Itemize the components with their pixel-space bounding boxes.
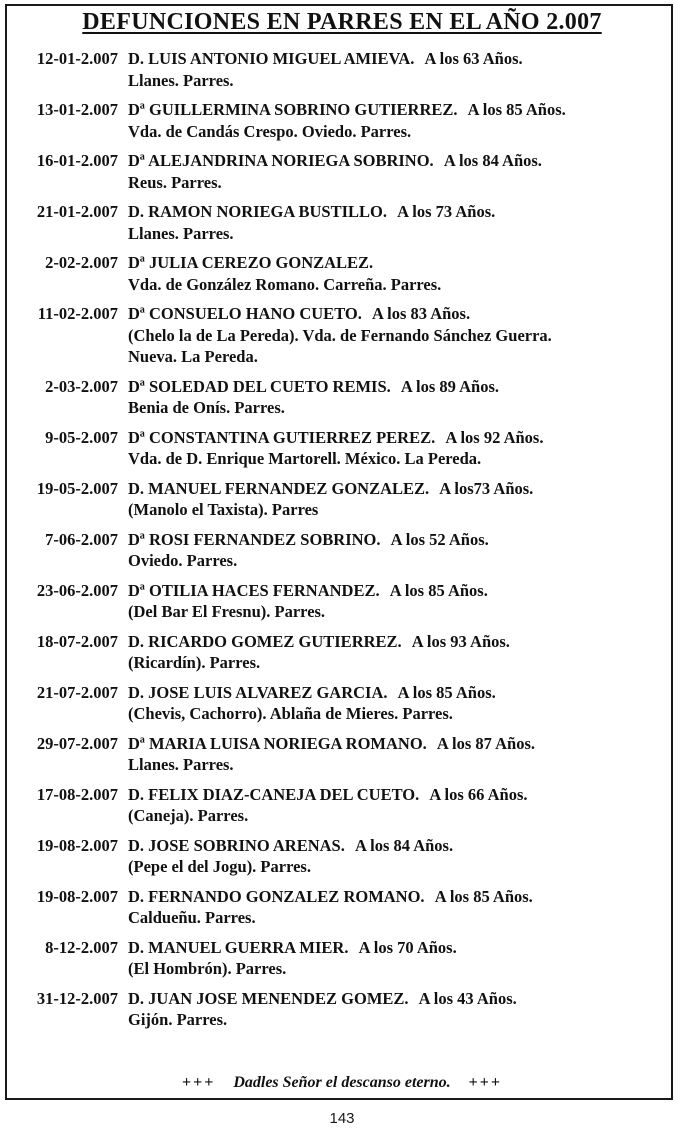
entry-title-prefix: Dª	[128, 580, 145, 600]
obituary-entry	[0, 886, 684, 929]
obituary-entry	[0, 988, 684, 1031]
entry-title-prefix: Dª	[128, 253, 145, 272]
entry-text	[128, 150, 684, 193]
entry-age: A los 85 Años.	[467, 100, 566, 119]
entry-detail-line: Oviedo. Parres.	[128, 551, 238, 570]
entry-text	[128, 937, 684, 980]
entry-age: A los 66 Años.	[429, 784, 528, 804]
entry-title-prefix: Dª	[128, 529, 145, 549]
entry-name: MANUEL GUERRA MIER.	[148, 937, 349, 957]
entry-date: 19-08-2.007	[36, 886, 118, 906]
entry-age: A los 85 Años.	[389, 580, 488, 600]
entry-age: A los 52 Años.	[390, 529, 489, 549]
entry-age: A los 83 Años.	[371, 304, 471, 323]
entry-detail-line: Gijón. Parres.	[128, 1010, 228, 1029]
entry-name-line	[128, 988, 684, 1010]
entry-age: A los 84 Años.	[443, 151, 542, 170]
entry-name-line	[128, 303, 684, 325]
entry-name: RICARDO GOMEZ GUTIERREZ.	[148, 631, 402, 651]
obituary-entry	[0, 631, 684, 674]
entry-detail-line: Vda. de Candás Crespo. Oviedo. Parres.	[128, 121, 412, 141]
footer-prayer-line	[0, 1074, 684, 1092]
entry-date: 2-03-2.007	[45, 376, 118, 396]
entry-text	[128, 886, 684, 929]
entry-date: 19-08-2.007	[36, 835, 118, 855]
entry-detail-line: Vda. de González Romano. Carreña. Parres.	[128, 274, 442, 294]
entry-name: ROSI FERNANDEZ SOBRINO.	[149, 529, 381, 549]
obituary-entry	[0, 303, 684, 368]
entry-name: CONSUELO HANO CUETO.	[149, 304, 362, 323]
obituary-entry	[0, 478, 684, 521]
entry-name-line	[128, 733, 684, 755]
entry-title-prefix: D.	[128, 937, 145, 957]
obituary-entry	[0, 150, 684, 193]
obituary-entry	[0, 733, 684, 776]
entry-age: A los 85 Años.	[434, 886, 533, 906]
entry-age: A los 85 Años.	[397, 682, 496, 702]
entry-title-prefix: D.	[128, 631, 145, 651]
entry-name-line	[128, 48, 684, 70]
obituary-entry	[0, 252, 684, 295]
entry-detail-line: (Chevis, Cachorro). Ablaña de Mieres. Parres.	[128, 704, 453, 723]
entry-age: A los 63 Años.	[424, 49, 523, 68]
entry-detail-line: Llanes. Parres.	[128, 223, 234, 243]
entry-title-prefix: D.	[128, 49, 145, 68]
entry-date: 12-01-2.007	[36, 49, 118, 68]
entry-date: 8-12-2.007	[45, 937, 118, 957]
entry-title-prefix: Dª	[128, 304, 145, 323]
entry-name: ALEJANDRINA NORIEGA SOBRINO.	[148, 151, 434, 170]
entry-detail-line: Caldueñu. Parres.	[128, 908, 256, 927]
entry-name: GUILLERMINA SOBRINO GUTIERREZ.	[149, 100, 458, 119]
entry-date: 19-05-2.007	[36, 478, 118, 498]
entry-name: MANUEL FERNANDEZ GONZALEZ.	[148, 478, 430, 498]
entry-detail-line: Vda. de D. Enrique Martorell. México. La Pereda.	[128, 449, 482, 468]
entry-title-prefix: Dª	[128, 427, 145, 447]
entry-text	[128, 252, 684, 295]
obituary-entry	[0, 784, 684, 827]
entry-date: 13-01-2.007	[36, 100, 118, 119]
entry-age: A los 84 Años.	[354, 835, 454, 855]
entry-text	[128, 529, 684, 572]
entry-detail-line: Nueva. La Pereda.	[128, 347, 258, 366]
entry-text	[128, 631, 684, 674]
obituary-entry	[0, 427, 684, 470]
entry-text	[128, 988, 684, 1031]
entry-name-line	[128, 150, 684, 172]
entry-title-prefix: Dª	[128, 100, 145, 119]
entry-name-line	[128, 682, 684, 704]
entry-name-line	[128, 201, 684, 223]
entry-date: 29-07-2.007	[36, 733, 118, 753]
entry-age: A los73 Años.	[439, 478, 534, 498]
entry-name: JULIA CEREZO GONZALEZ.	[149, 253, 374, 272]
page-title-text: DEFUNCIONES EN PARRES EN EL AÑO 2.007	[82, 9, 602, 35]
entry-age: A los 87 Años.	[436, 733, 536, 753]
entry-title-prefix: Dª	[128, 151, 145, 170]
entry-text	[128, 682, 684, 725]
entry-title-prefix: D.	[128, 478, 145, 498]
entry-name-line	[128, 886, 684, 908]
entry-age: A los 93 Años.	[411, 631, 510, 651]
entry-age: A los 73 Años.	[397, 202, 496, 221]
entry-name: LUIS ANTONIO MIGUEL AMIEVA.	[148, 49, 415, 68]
entry-detail-line: (Del Bar El Fresnu). Parres.	[128, 602, 326, 621]
entry-text	[128, 48, 684, 91]
entry-text	[128, 835, 684, 878]
entry-date: 9-05-2.007	[45, 427, 118, 447]
obituary-entry	[0, 201, 684, 244]
entry-text	[128, 427, 684, 470]
obituary-entry	[0, 682, 684, 725]
entry-name-line	[128, 427, 684, 449]
obituary-entry	[0, 937, 684, 980]
entry-title-prefix: D.	[128, 835, 145, 855]
entry-name-line	[128, 529, 684, 551]
entry-text	[128, 201, 684, 244]
entry-name: FERNANDO GONZALEZ ROMANO.	[148, 886, 425, 906]
obituary-entry	[0, 376, 684, 419]
entry-text	[128, 376, 684, 419]
entry-text	[128, 580, 684, 623]
entry-name-line	[128, 784, 684, 806]
entry-name: JUAN JOSE MENENDEZ GOMEZ.	[148, 988, 409, 1008]
entry-detail-line: (Caneja). Parres.	[128, 806, 249, 825]
entry-detail-line: Llanes. Parres.	[128, 755, 234, 774]
entry-age: A los 89 Años.	[400, 376, 500, 396]
entry-text	[128, 303, 684, 368]
entry-date: 16-01-2.007	[36, 151, 118, 170]
obituary-entry	[0, 580, 684, 623]
obituary-list	[0, 48, 684, 1039]
cross-marks-right: +++	[468, 1074, 503, 1091]
entry-text	[128, 99, 684, 142]
obituary-entry	[0, 529, 684, 572]
entry-date: 23-06-2.007	[36, 580, 118, 600]
entry-title-prefix: D.	[128, 202, 145, 221]
entry-date: 21-01-2.007	[36, 202, 118, 221]
entry-age: A los 43 Años.	[418, 988, 517, 1008]
entry-name: FELIX DIAZ-CANEJA DEL CUETO.	[148, 784, 420, 804]
entry-detail-line: Benia de Onís. Parres.	[128, 398, 285, 417]
entry-date: 17-08-2.007	[36, 784, 118, 804]
entry-detail-line: (Chelo la de La Pereda). Vda. de Fernando Sánchez Guerra.	[128, 325, 552, 345]
entry-detail-line: (Manolo el Taxista). Parres	[128, 500, 319, 519]
entry-text	[128, 784, 684, 827]
prayer-text: Dadles Señor el descanso eterno.	[233, 1074, 451, 1091]
entry-name-line	[128, 937, 684, 959]
obituary-entry	[0, 835, 684, 878]
entry-name-line	[128, 631, 684, 653]
obituary-entry	[0, 48, 684, 91]
entry-name-line	[128, 580, 684, 602]
entry-detail-line: Reus. Parres.	[128, 172, 222, 192]
entry-name-line	[128, 478, 684, 500]
entry-name-line	[128, 835, 684, 857]
entry-name: CONSTANTINA GUTIERREZ PEREZ.	[149, 427, 436, 447]
entry-title-prefix: Dª	[128, 376, 145, 396]
cross-marks-left: +++	[181, 1074, 216, 1091]
entry-text	[128, 478, 684, 521]
entry-detail-line: (Pepe el del Jogu). Parres.	[128, 857, 311, 876]
entry-name-line	[128, 252, 684, 274]
entry-date: 31-12-2.007	[36, 988, 118, 1008]
entry-name: RAMON NORIEGA BUSTILLO.	[148, 202, 388, 221]
entry-detail-line: Llanes. Parres.	[128, 70, 234, 90]
entry-name: OTILIA HACES FERNANDEZ.	[149, 580, 380, 600]
entry-date: 7-06-2.007	[45, 529, 118, 549]
entry-date: 21-07-2.007	[36, 682, 118, 702]
entry-name-line	[128, 99, 684, 121]
page-number: 143	[329, 1110, 355, 1127]
entry-title-prefix: D.	[128, 886, 145, 906]
entry-detail-line: (El Hombrón). Parres.	[128, 959, 287, 978]
entry-date: 18-07-2.007	[36, 631, 118, 651]
entry-date: 11-02-2.007	[37, 304, 118, 323]
entry-name-line	[128, 376, 684, 398]
page-title	[0, 7, 684, 37]
obituary-entry	[0, 99, 684, 142]
entry-age: A los 70 Años.	[358, 937, 457, 957]
entry-age: A los 92 Años.	[445, 427, 544, 447]
entry-title-prefix: D.	[128, 988, 145, 1008]
entry-name: SOLEDAD DEL CUETO REMIS.	[149, 376, 391, 396]
entry-name: JOSE LUIS ALVAREZ GARCIA.	[148, 682, 388, 702]
entry-name: MARIA LUISA NORIEGA ROMANO.	[149, 733, 427, 753]
entry-title-prefix: D.	[128, 784, 145, 804]
entry-detail-line: (Ricardín). Parres.	[128, 653, 261, 672]
entry-name: JOSE SOBRINO ARENAS.	[148, 835, 345, 855]
entry-text	[128, 733, 684, 776]
entry-date: 2-02-2.007	[45, 253, 118, 272]
entry-title-prefix: Dª	[128, 733, 145, 753]
entry-title-prefix: D.	[128, 682, 145, 702]
